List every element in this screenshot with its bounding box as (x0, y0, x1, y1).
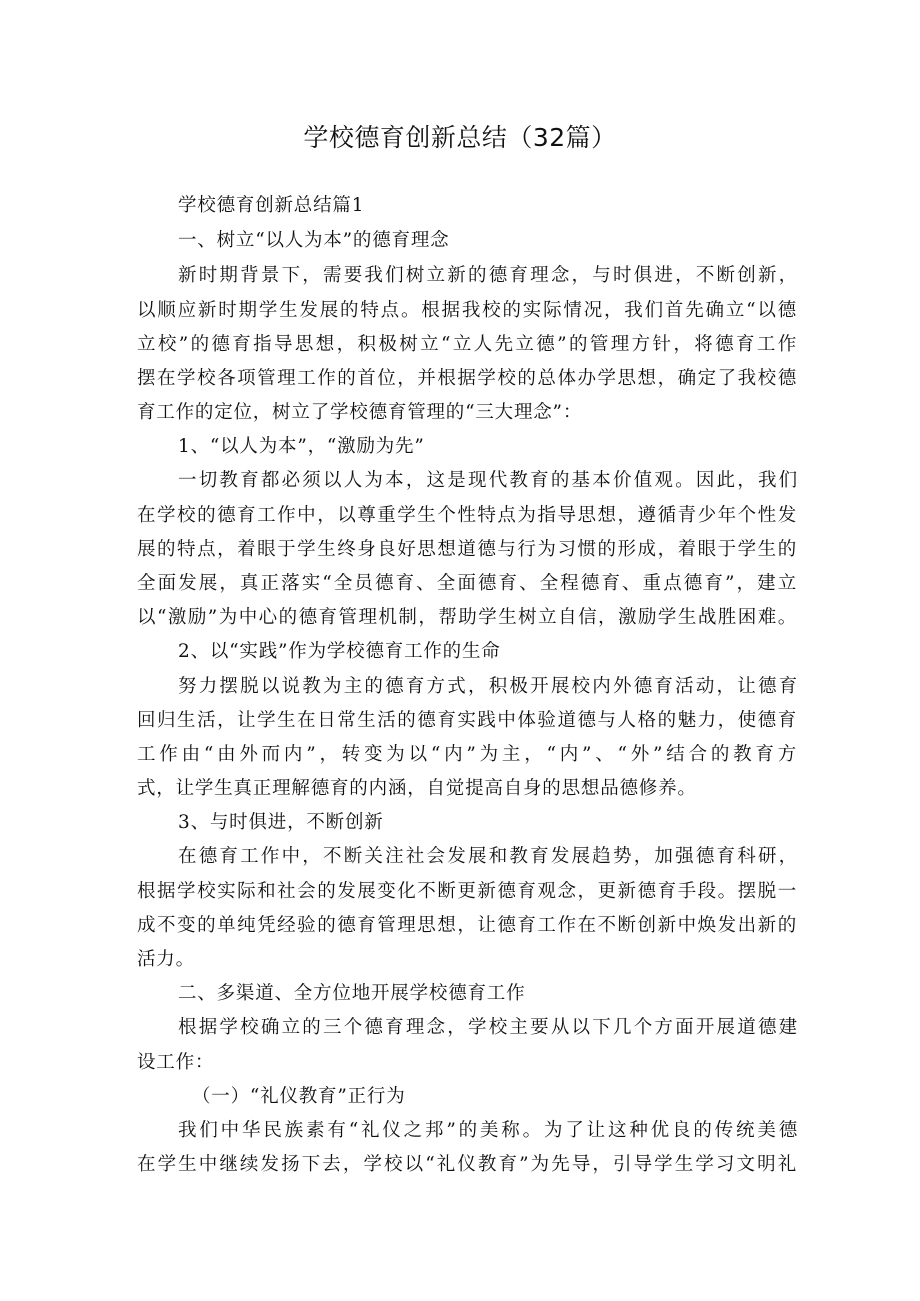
paragraph-line: 展的特点，着眼于学生终身良好思想道德与行为习惯的形成，着眼于学生的 (137, 539, 797, 560)
subheading-2: 2、以“实践”作为学校德育工作的生命 (178, 641, 501, 662)
paragraph-line: 努力摆脱以说教为主的德育方式，积极开展校内外德育活动，让德育 (178, 676, 798, 697)
paragraph-line: 全面发展，真正落实“全员德育、全面德育、全程德育、重点德育”，建立 (137, 573, 797, 594)
paragraph-line: 成不变的单纯凭经验的德育管理思想，让德育工作在不断创新中焕发出新的 (137, 915, 797, 936)
subheading-3: 3、与时俱进，不断创新 (178, 812, 384, 833)
paragraph-line: 在德育工作中，不断关注社会发展和教育发展趋势，加强德育科研， (178, 846, 798, 867)
heading-2: 二、多渠道、全方位地开展学校德育工作 (178, 983, 526, 1004)
section-heading: 学校德育创新总结篇1 (178, 195, 365, 216)
paragraph-line: 回归生活，让学生在日常生活的德育实践中体验道德与人格的魅力，使德育 (137, 710, 797, 731)
paragraph-line: 我们中华民族素有“礼仪之邦”的美称。为了让这种优良的传统美德 (178, 1120, 798, 1141)
paragraph-line: 以顺应新时期学生发展的特点。根据我校的实际情况，我们首先确立“以德 (137, 300, 797, 321)
paragraph-line: 式，让学生真正理解德育的内涵，自觉提高自身的思想品德修养。 (137, 778, 697, 799)
paragraph-line: 在学生中继续发扬下去，学校以“礼仪教育”为先导，引导学生学习文明礼 (137, 1154, 797, 1175)
paragraph-line: 摆在学校各项管理工作的首位，并根据学校的总体办学思想，确定了我校德 (137, 368, 797, 389)
paragraph-line: 设工作： (137, 1052, 215, 1073)
paragraph-line: 育工作的定位，树立了学校德育管理的“三大理念”： (137, 402, 583, 423)
paragraph-line: 在学校的德育工作中，以尊重学生个性特点为指导思想，遵循青少年个性发 (137, 505, 797, 526)
paragraph-line: 根据学校实际和社会的发展变化不断更新德育观念，更新德育手段。摆脱一 (137, 881, 797, 902)
subheading-1: 1、“以人为本”，“激励为先” (178, 436, 425, 457)
paragraph-line: 立校”的德育指导思想，积极树立“立人先立德”的管理方针，将德育工作 (137, 334, 797, 355)
paragraph-line: 根据学校确立的三个德育理念，学校主要从以下几个方面开展道德建 (178, 1017, 798, 1038)
paragraph-line: 以“激励”为中心的德育管理机制，帮助学生树立自信，激励学生战胜困难。 (137, 607, 797, 628)
heading-1: 一、树立“以人为本”的德育理念 (178, 230, 450, 251)
subheading-item-1: （一）“礼仪教育”正行为 (192, 1086, 406, 1107)
paragraph-line: 新时期背景下，需要我们树立新的德育理念，与时俱进，不断创新， (178, 265, 798, 286)
paragraph-line: 工作由“由外而内”，转变为以“内”为主，“内”、“外”结合的教育方 (137, 744, 797, 765)
paragraph-line: 一切教育都必须以人为本，这是现代教育的基本价值观。因此，我们 (178, 470, 798, 491)
paragraph-line: 活力。 (137, 949, 195, 970)
document-title: 学校德育创新总结（32篇） (303, 123, 617, 152)
